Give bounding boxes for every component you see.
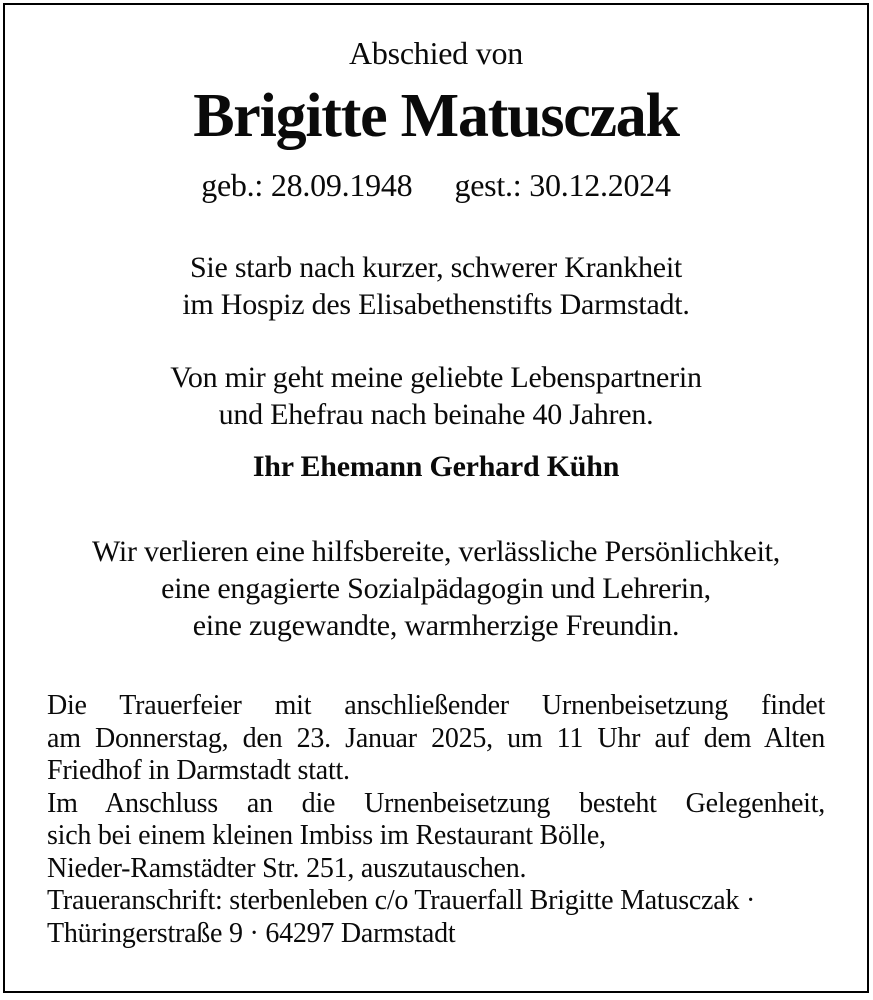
deceased-name: Brigitte Matusczak <box>193 82 679 150</box>
farewell-line: und Ehefrau nach beinahe 40 Jahren. <box>218 398 654 431</box>
tribute-stanza <box>47 533 825 644</box>
cause-line: Sie starb nach kurzer, schwerer Krankheit <box>189 251 683 284</box>
farewell-line: Von mir geht meine geliebte Lebenspartnerin <box>170 361 702 394</box>
tribute-line: eine zugewandte, warmherzige Freundin. <box>192 609 680 642</box>
ceremony-line: am Donnerstag, den 23. Januar 2025, um 11 Uhr auf dem Alten <box>47 722 825 754</box>
cause-line: im Hospiz des Elisabethenstifts Darmstadt. <box>182 288 690 321</box>
condolence-address-line: Traueranschrift: sterbenleben c/o Trauerfall Brigitte Matusczak · <box>47 885 756 916</box>
condolence-address-line: Thüringerstraße 9 · 64297 Darmstadt <box>47 917 456 949</box>
intro-line: Abschied von <box>349 35 523 71</box>
ceremony-line: Die Trauerfeier mit anschließender Urnenbeisetzung findet <box>47 690 825 721</box>
dates-row <box>47 165 825 205</box>
ceremony-line: Friedhof in Darmstadt statt. <box>47 755 350 786</box>
birth-date: geb.: 28.09.1948 <box>201 167 413 203</box>
tribute-line: Wir verlieren eine hilfsbereite, verlässliche Persönlichkeit, <box>91 535 781 568</box>
reception-line: Im Anschluss an die Urnenbeisetzung besteht Gelegenheit, <box>47 787 825 819</box>
tribute-line: eine engagierte Sozialpädagogin und Lehrerin, <box>161 572 711 605</box>
farewell-stanza <box>47 359 825 433</box>
reception-address-line: Nieder-Ramstädter Str. 251, auszutauschen. <box>47 852 527 884</box>
obituary-content <box>5 5 867 991</box>
ceremony-details <box>47 690 825 950</box>
obituary-notice-frame <box>3 3 869 993</box>
reception-line: sich bei einem kleinen Imbiss im Restaurant Bölle, <box>47 820 606 851</box>
mourner-name: Ihr Ehemann Gerhard Kühn <box>252 450 620 483</box>
cause-of-death-stanza <box>47 249 825 323</box>
death-date: gest.: 30.12.2024 <box>454 167 671 203</box>
